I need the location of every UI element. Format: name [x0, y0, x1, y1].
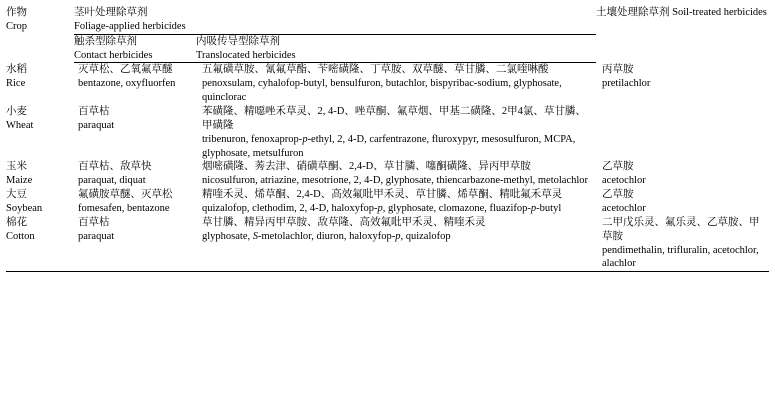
crop-cn: 大豆: [6, 189, 27, 201]
crop-cn: 小麦: [6, 106, 27, 118]
cell-contact: [74, 216, 196, 272]
table-row: [6, 105, 769, 160]
translocated-en: nicosulfuron, atriazine, mesotrione, 2, 4-D, glyphosate, thiencarbazone-methyl, metolachlor: [202, 175, 589, 187]
cell-contact: [74, 105, 196, 160]
cell-translocated: [196, 160, 596, 188]
cell-soil: [596, 63, 769, 105]
cell-translocated: [196, 216, 596, 272]
header-soil-en: Soil-treated herbicides: [672, 7, 767, 18]
soil-cn: 乙草胺: [602, 161, 634, 173]
crop-en: Maize: [6, 175, 33, 187]
soil-cn: 丙草胺: [602, 63, 634, 75]
crop-en: Wheat: [6, 119, 34, 131]
cell-soil: [596, 105, 769, 160]
header-row-group: [6, 6, 769, 34]
header-translocated: [196, 34, 596, 63]
header-foliage-en: Foliage-applied herbicides: [74, 20, 186, 32]
translocated-cn: 草甘膦、精异丙甲草胺、敌草隆、高效氟吡甲禾灵、精喹禾灵: [202, 216, 486, 228]
translocated-en: glyphosate, S-metolachlor, diuron, haloxyfop-p, quizalofop: [202, 230, 451, 242]
crop-en: Soybean: [6, 203, 43, 215]
cell-translocated: [196, 63, 596, 105]
translocated-cn: 五氟磺草胺、氰氟草酯、苄嘧磺隆、丁草胺、双草醚、草甘膦、二氯喹啉酸: [202, 64, 549, 76]
header-crop: [6, 6, 74, 63]
translocated-en: penoxsulam, cyhalofop-butyl, bensulfuron, butachlor, bispyribac-sodium, glyphosate, quinclorac: [202, 78, 562, 104]
cell-translocated: [196, 188, 596, 216]
header-foliage-group: [74, 6, 596, 34]
translocated-cn: 烟嘧磺隆、莠去津、硝磺草酮、2,4-D、草甘膦、噻酮磺隆、异丙甲草胺: [202, 161, 531, 173]
translocated-cn: 精喹禾灵、烯草酮、2,4-D、高效氟吡甲禾灵、草甘膦、烯草酮、精吡氟禾草灵: [202, 189, 563, 201]
header-crop-en: Crop: [6, 20, 27, 32]
header-foliage-cn: 茎叶处理除草剂: [74, 7, 148, 18]
header-contact: [74, 34, 196, 63]
cell-crop: [6, 188, 74, 216]
crop-cn: 水稻: [6, 63, 27, 75]
header-soil-cn: 土壤处理除草剂: [596, 7, 670, 18]
contact-cn: 灭草松、乙氧氟草醚: [78, 64, 173, 76]
cell-contact: [74, 63, 196, 105]
header-contact-cn: 触杀型除草剂: [74, 35, 137, 47]
header-crop-cn: 作物: [6, 7, 27, 18]
translocated-en: tribenuron, fenoxaprop-p-ethyl, 2, 4-D, carfentrazone, fluroxypyr, mesosulfuron, MCPA, glyphosate, metsulfuron: [202, 133, 576, 159]
contact-cn: 百草枯: [78, 216, 110, 228]
cell-contact: [74, 160, 196, 188]
cell-soil: [596, 216, 769, 272]
cell-crop: [6, 63, 74, 105]
crop-cn: 棉花: [6, 216, 27, 228]
soil-en: pretilachlor: [602, 77, 651, 89]
contact-cn: 氟磺胺草醚、灭草松: [78, 189, 173, 201]
contact-en: paraquat, diquat: [78, 175, 146, 187]
contact-en: paraquat: [78, 230, 115, 242]
table-row: [6, 216, 769, 272]
contact-cn: 百草枯: [78, 106, 110, 118]
crop-cn: 玉米: [6, 161, 27, 173]
crop-en: Rice: [6, 77, 26, 89]
cell-crop: [6, 160, 74, 188]
table-row: [6, 63, 769, 105]
contact-en: fomesafen, bentazone: [78, 203, 170, 215]
contact-en: bentazone, oxyfluorfen: [78, 78, 176, 90]
cell-soil: [596, 160, 769, 188]
header-contact-en: Contact herbicides: [74, 49, 153, 61]
translocated-en: quizalofop, clethodim, 2, 4-D, haloxyfop-p, glyphosate, clomazone, fluazifop-p-butyl: [202, 203, 562, 215]
table-row: [6, 188, 769, 216]
herbicide-table: [6, 6, 769, 272]
soil-en: acetochlor: [602, 203, 646, 215]
soil-en: acetochlor: [602, 175, 646, 187]
cell-crop: [6, 216, 74, 272]
cell-crop: [6, 105, 74, 160]
cell-translocated: [196, 105, 596, 160]
contact-cn: 百草枯、敌草快: [78, 161, 152, 173]
table-row: [6, 160, 769, 188]
soil-en: pendimethalin, trifluralin, acetochlor, alachlor: [602, 244, 759, 270]
header-translocated-en: Translocated herbicides: [196, 49, 296, 61]
crop-en: Cotton: [6, 230, 35, 242]
header-soil: [596, 6, 769, 63]
cell-contact: [74, 188, 196, 216]
soil-cn: 乙草胺: [602, 189, 634, 201]
contact-en: paraquat: [78, 119, 115, 131]
cell-soil: [596, 188, 769, 216]
soil-cn: 二甲戊乐灵、氟乐灵、乙草胺、甲草胺: [602, 216, 760, 242]
header-translocated-cn: 内吸传导型除草剂: [196, 35, 280, 47]
translocated-cn: 苯磺隆、精噁唑禾草灵、2, 4-D、唑草酮、氟草烟、甲基二磺隆、2甲4氯、草甘膦、甲磺隆: [202, 106, 586, 131]
